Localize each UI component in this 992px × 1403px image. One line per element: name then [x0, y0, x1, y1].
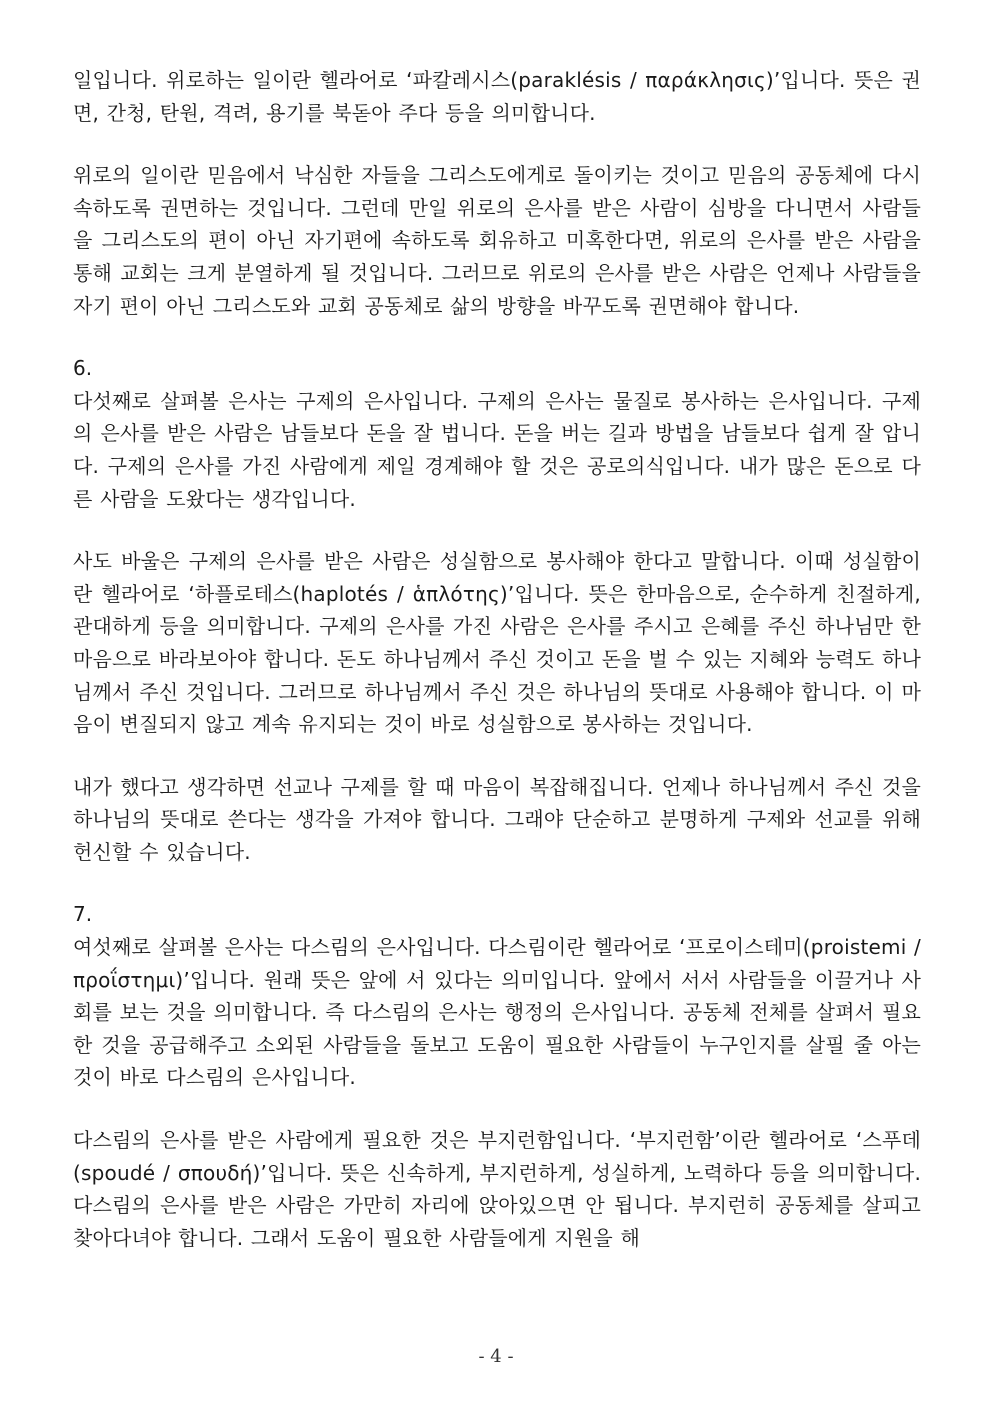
section-number: 6.	[73, 356, 93, 381]
page-number: - 4 -	[478, 1346, 514, 1367]
paragraph: 다섯째로 살펴볼 은사는 구제의 은사입니다. 구제의 은사는 물질로 봉사하는 은사입니다. 구제의 은사를 받은 사람은 남들보다 돈을 잘 법니다. 돈을 버는 길과 방법을 남들보다 쉽게 잘 압니다. 구제의 은사를 가진 사람에게 제일 경계해야 할 것은 공로의식입니다. 내가 많은 돈으로 다른 사람을 도왔다는 생각입니다.	[73, 388, 921, 511]
paragraph: 여섯째로 살펴볼 은사는 다스림의 은사입니다. 다스림이란 헬라어로 ‘프로이스테미(proistemi / προΐστημι)’입니다. 원래 뜻은 앞에 서 있다는 의미입니다. 앞에서 서서 사람들을 이끌거나 사회를 보는 것을 의미합니다. 즉 다스림의 은사는 행정의 은사입니다. 공동체 전체를 살펴서 필요한 것을 공급해주고 소외된 사람들을 돌보고 도움이 필요한 사람들이 누구인지를 살필 줄 아는 것이 바로 다스림의 은사입니다.	[73, 935, 921, 1090]
paragraph: 다스림의 은사를 받은 사람에게 필요한 것은 부지런함입니다. ‘부지런함’이란 헬라어로 ‘스푸데(spoudé / σπουδή)’입니다. 뜻은 신속하게, 부지런하게, 성실하게, 노력하다 등을 의미합니다. 다스림의 은사를 받은 사람은 가만히 자리에 앉아있으면 안 됩니다. 부지런히 공동체를 살피고 찾아다녀야 합니다. 그래서 도움이 필요한 사람들에게 지원을 해	[73, 1128, 921, 1250]
paragraph: 위로의 일이란 믿음에서 낙심한 자들을 그리스도에게로 돌이키는 것이고 믿음의 공동체에 다시 속하도록 권면하는 것입니다. 그런데 만일 위로의 은사를 받은 사람이 심방을 다니면서 사람들을 그리스도의 편이 아닌 자기편에 속하도록 회유하고 미혹한다면, 위로의 은사를 받은 사람을 통해 교회는 크게 분열하게 될 것입니다. 그러므로 위로의 은사를 받은 사람은 언제나 사람들을 자기 편이 아닌 그리스도와 교회 공동체로 삶의 방향을 바꾸도록 권면해야 합니다.	[73, 163, 921, 318]
paragraph: 사도 바울은 구제의 은사를 받은 사람은 성실함으로 봉사해야 한다고 말합니다. 이때 성실함이란 헬라어로 ‘하플로테스(haplotés / ἁπλότης)’입니다. 뜻은 한마음으로, 순수하게 친절하게, 관대하게 등을 의미합니다. 구제의 은사를 가진 사람은 은사를 주시고 은혜를 주신 하나님만 한 마음으로 바라보아야 합니다. 돈도 하나님께서 주신 것이고 돈을 벌 수 있는 지혜와 능력도 하나님께서 주신 것입니다. 그러므로 하나님께서 주신 것은 하나님의 뜻대로 사용해야 합니다. 이 마음이 변질되지 않고 계속 유지되는 것이 바로 성실함으로 봉사하는 것입니다.	[73, 549, 921, 737]
paragraph: 내가 했다고 생각하면 선교나 구제를 할 때 마음이 복잡해집니다. 언제나 하나님께서 주신 것을 하나님의 뜻대로 쓴다는 생각을 가져야 합니다. 그래야 단순하고 분명하게 구제와 선교를 위해 헌신할 수 있습니다.	[73, 774, 921, 864]
document-body	[73, 64, 921, 1254]
section-number: 7.	[73, 902, 93, 927]
paragraph: 일입니다. 위로하는 일이란 헬라어로 ‘파칼레시스(paraklésis / παράκλησις)’입니다. 뜻은 권면, 간청, 탄원, 격려, 용기를 북돋아 주다 등을 의미합니다.	[73, 68, 921, 125]
